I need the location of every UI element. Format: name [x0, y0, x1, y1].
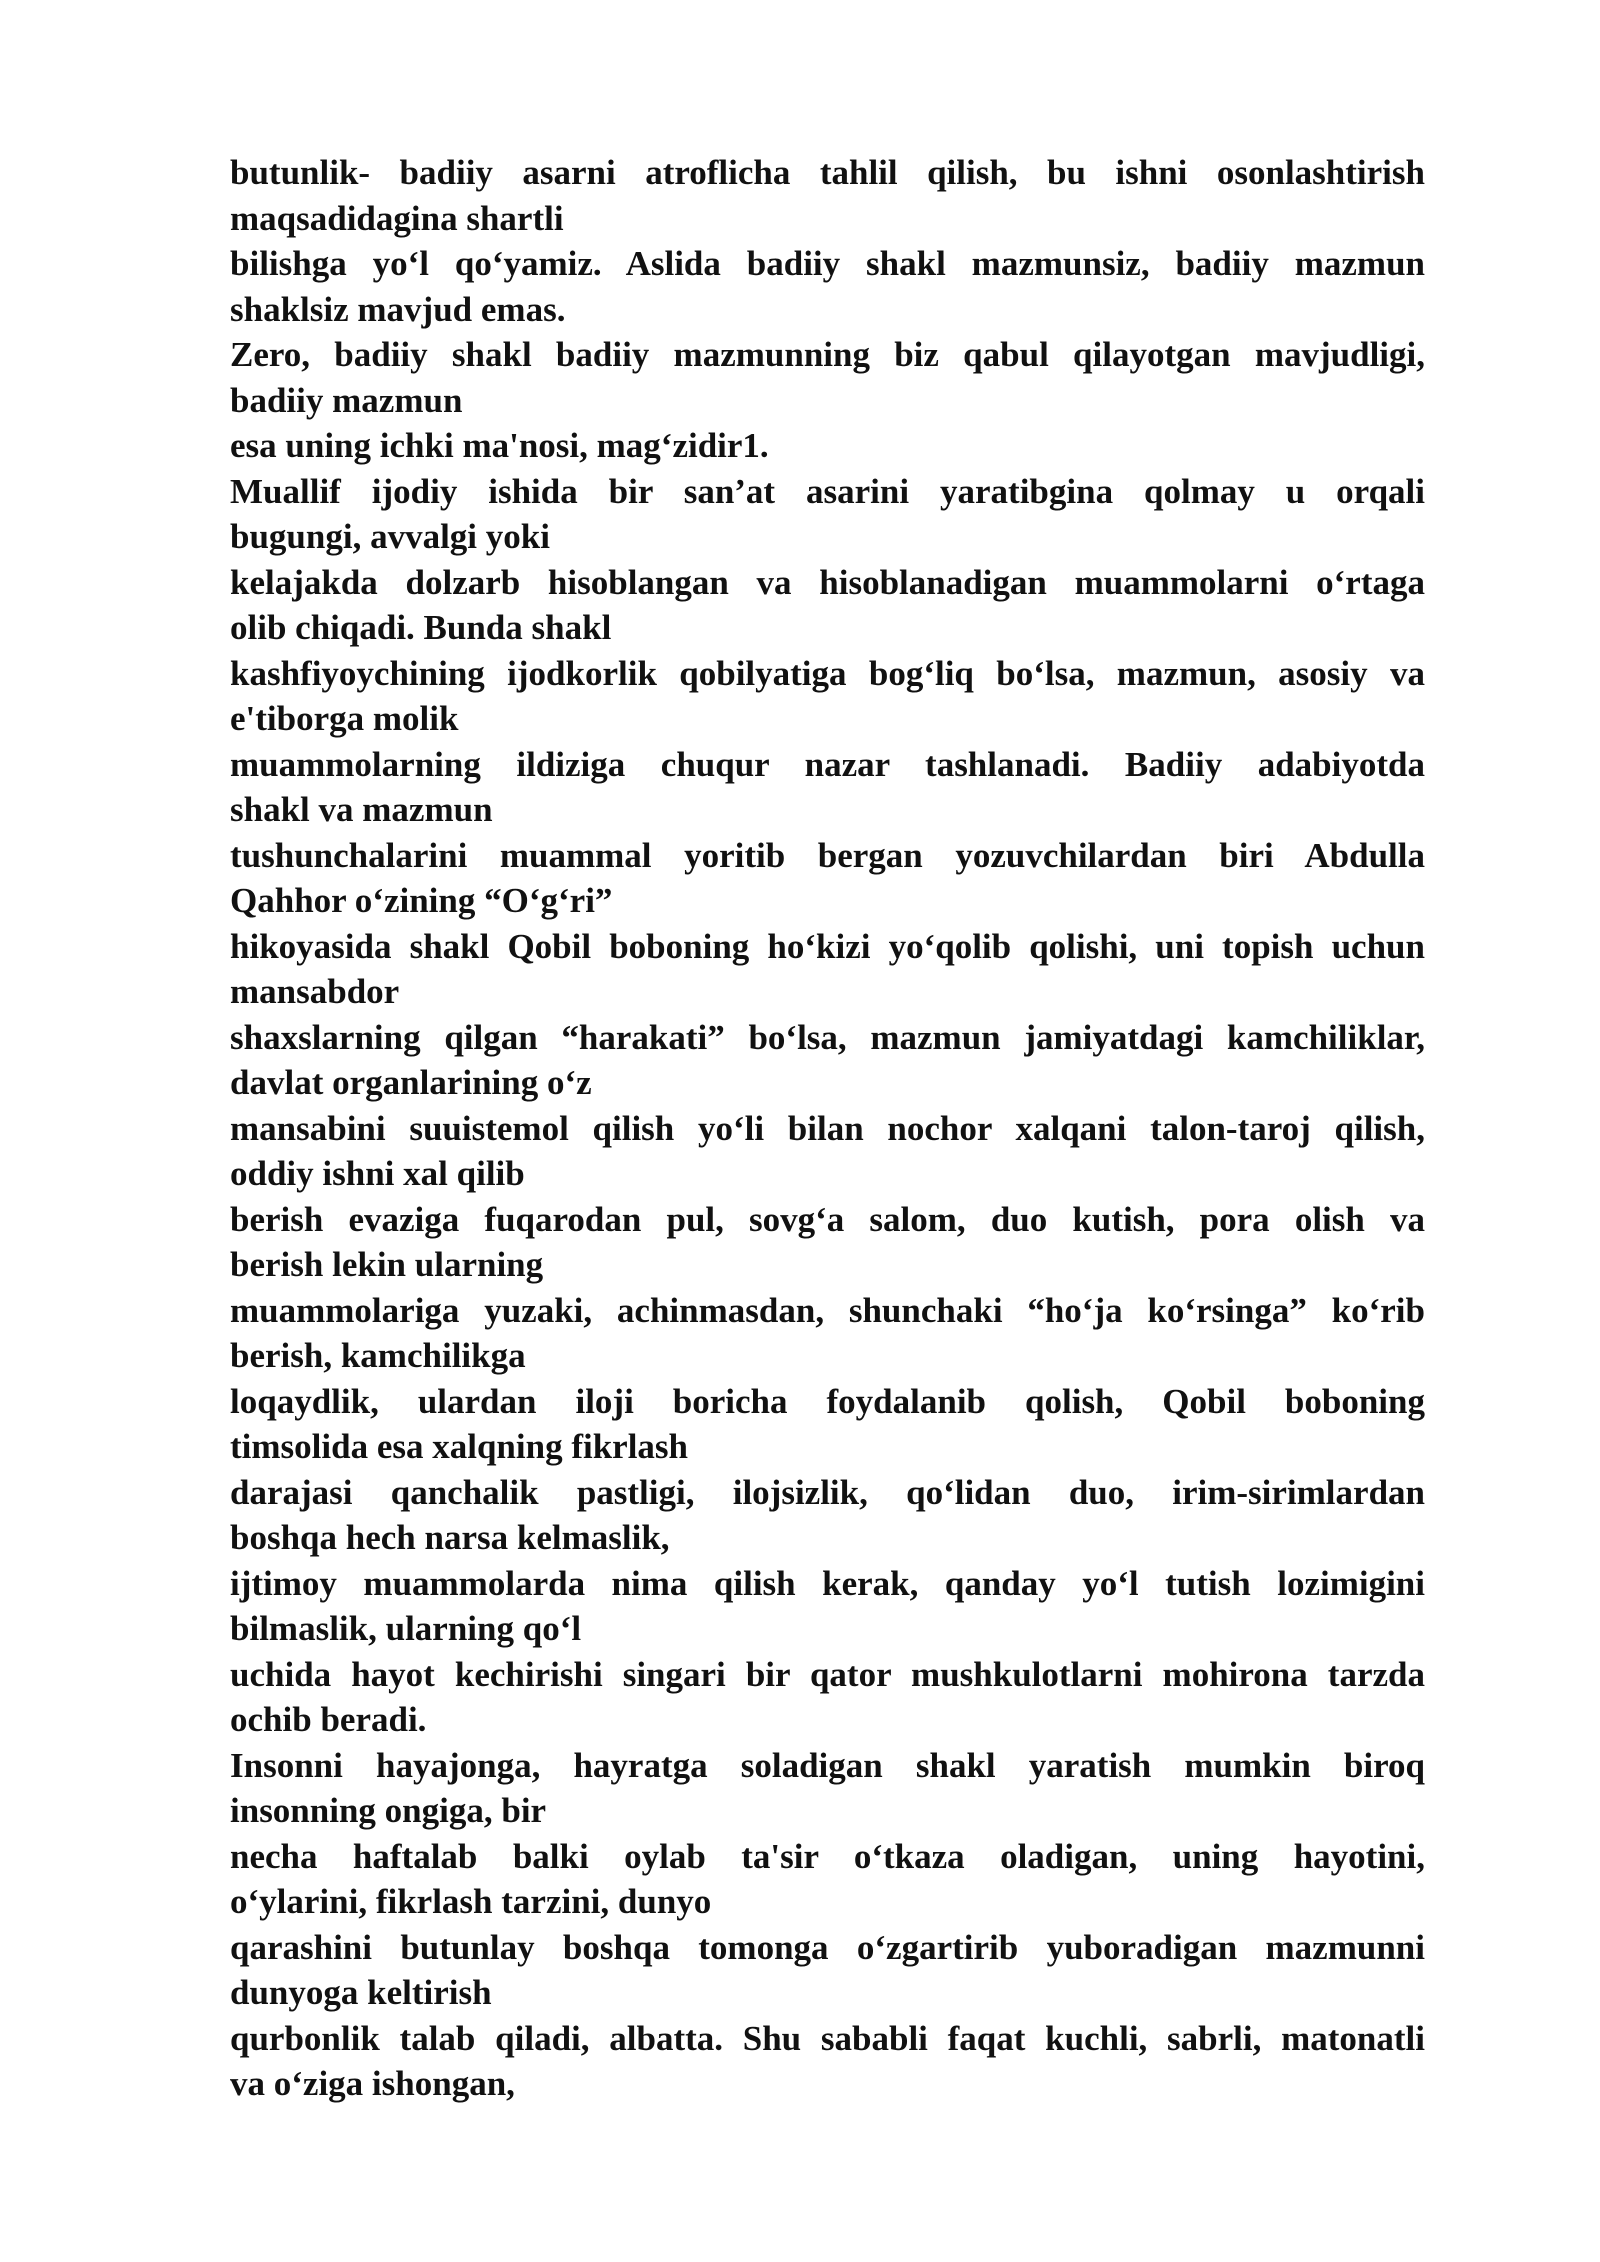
text-line: muammolarning ildiziga chuqur nazar tashlanadi. Badiiy adabiyotda: [230, 744, 1425, 784]
text-line: oddiy ishni xal qilib: [230, 1154, 525, 1193]
text-line: davlat organlarining o‘z: [230, 1063, 592, 1102]
text-line: bugungi, avvalgi yoki: [230, 517, 550, 556]
text-line: uchida hayot kechirishi singari bir qator mushkulotlarni mohirona tarzda: [230, 1654, 1425, 1694]
text-line: shakl va mazmun: [230, 790, 493, 829]
text-line: bilishga yo‘l qo‘yamiz. Aslida badiiy shakl mazmunsiz, badiiy mazmun: [230, 244, 1425, 283]
text-line: Muallif ijodiy ishida bir san’at asarini yaratibgina qolmay u orqali: [230, 471, 1425, 511]
text-line: darajasi qanchalik pastligi, ilojsizlik, qo‘lidan duo, irim-sirimlardan: [230, 1472, 1425, 1512]
text-line: necha haftalab balki oylab ta'sir o‘tkaza oladigan, uning hayotini,: [230, 1836, 1425, 1876]
text-line: hikoyasida shakl Qobil boboning ho‘kizi yo‘qolib qolishi, uni topish uchun: [230, 926, 1425, 966]
text-line: Insonni hayajonga, hayratga soladigan shakl yaratish mumkin biroq: [230, 1745, 1425, 1785]
text-line: qarashini butunlay boshqa tomonga o‘zgartirib yuboradigan mazmunni: [230, 1927, 1425, 1967]
text-line: shaxslarning qilgan “harakati” bo‘lsa, mazmun jamiyatdagi kamchiliklar,: [230, 1017, 1425, 1057]
text-line: berish evaziga fuqarodan pul, sovg‘a salom, duo kutish, pora olish va: [230, 1199, 1425, 1239]
text-line: muammolariga yuzaki, achinmasdan, shunchaki “ho‘ja ko‘rsinga” ko‘rib: [230, 1290, 1425, 1330]
text-line: esa uning ichki ma'nosi, mag‘zidir1.: [230, 426, 769, 465]
text-line: Zero, badiiy shakl badiiy mazmunning biz qabul qilayotgan mavjudligi,: [230, 335, 1425, 374]
text-line: qurbonlik talab qiladi, albatta. Shu sababli faqat kuchli, sabrli, matonatli: [230, 2018, 1425, 2058]
text-line: shaklsiz mavjud emas.: [230, 289, 566, 329]
text-line: mansabini suuistemol qilish yo‘li bilan nochor xalqani talon-taroj qilish,: [230, 1108, 1425, 1148]
text-line: kelajakda dolzarb hisoblangan va hisoblanadigan muammolarni o‘rtaga: [230, 562, 1425, 602]
body-text: [230, 150, 1425, 2107]
text-line: maqsadidagina shartli: [230, 198, 564, 238]
text-line: dunyoga keltirish: [230, 1973, 492, 2012]
text-line: butunlik- badiiy asarni atroflicha tahlil qilish, bu ishni osonlashtirish: [230, 153, 1425, 192]
text-line: olib chiqadi. Bunda shakl: [230, 608, 612, 647]
text-line: Qahhor o‘zining “O‘g‘ri”: [230, 881, 613, 920]
text-line: berish lekin ularning: [230, 1245, 544, 1284]
text-line: bilmaslik, ularning qo‘l: [230, 1609, 582, 1648]
text-line: e'tiborga molik: [230, 699, 459, 738]
text-line: badiiy mazmun: [230, 380, 463, 420]
text-line: insonning ongiga, bir: [230, 1791, 547, 1830]
text-line: mansabdor: [230, 972, 400, 1011]
text-line: kashfiyoychining ijodkorlik qobilyatiga bog‘liq bo‘lsa, mazmun, asosiy va: [230, 653, 1425, 693]
text-line: timsolida esa xalqning fikrlash: [230, 1427, 689, 1466]
text-line: berish, kamchilikga: [230, 1336, 526, 1375]
text-line: tushunchalarini muammal yoritib bergan yozuvchilardan biri Abdulla: [230, 835, 1425, 875]
text-line: boshqa hech narsa kelmaslik,: [230, 1518, 670, 1557]
text-line: ijtimoy muammolarda nima qilish kerak, qanday yo‘l tutish lozimigini: [230, 1563, 1425, 1603]
text-line: o‘ylarini, fikrlash tarzini, dunyo: [230, 1882, 712, 1921]
text-line: ochib beradi.: [230, 1700, 427, 1739]
text-line: loqaydlik, ulardan iloji boricha foydalanib qolish, Qobil boboning: [230, 1381, 1425, 1421]
text-line: va o‘ziga ishongan,: [230, 2064, 515, 2103]
